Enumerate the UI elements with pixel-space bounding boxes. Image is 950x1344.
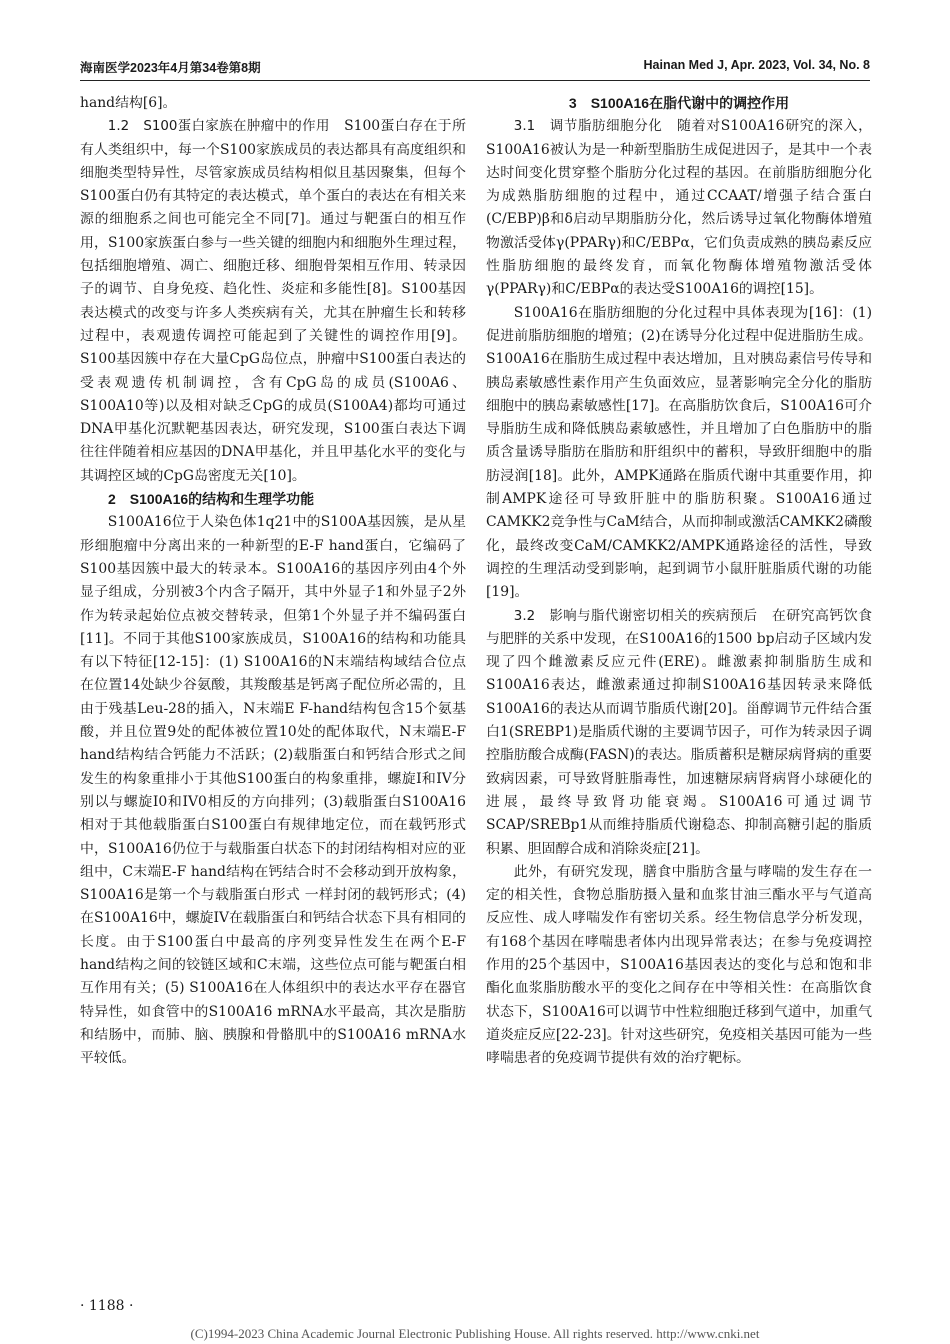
section-3-1-body: 随着对S100A16研究的深入，S100A16被认为是一种新型脂肪生成促进因子，是其中一个表达时间变化贯穿整个脂肪分化过程的基因。在前脂肪细胞分化为成熟脂肪细胞的过程中，通过CCAAT/增强子结合蛋白(C/EBP)β和δ启动早期脂肪分化，然后诱导过氧化物酶体增殖物激活受体γ(PPARγ)和C/EBPα，它们负责成熟的胰岛素反应性脂肪细胞的最终发育，而氧化物酶体增殖物激活受体γ(PPARγ)和C/EBPα的表达受S100A16的调控[15]。 xyxy=(486,118,872,298)
paragraph-continuation: hand结构[6]。 xyxy=(80,95,177,111)
header-rule xyxy=(80,80,870,81)
section-3-2-body: 在研究高钙饮食与肥胖的关系中发现，在S100A16的1500 bp启动子区域内发现了四个雌激素反应元件(ERE)。雌激素抑制脂肪生成和S100A16表达，雌激素通过抑制S100A16基因转录来降低S100A16的表达从而调节脂质代谢[20]。甾醇调节元件结合蛋白1(SREBP1)是脂质代谢的主要调节因子，可作为转录因子调控脂肪酸合成酶(FASN)的表达。脂质蓄积是糖尿病肾病的重要致病因素，可导致肾脏脂毒性，加速糖尿病肾病肾小球硬化的进展，最终导致肾功能衰竭。S100A16可通过调节SCAP/SREBp1从而维持脂质代谢稳态、抑制高糖引起的脂质积累、胆固醇合成和消除炎症[21]。 xyxy=(486,607,872,857)
section-3-2 xyxy=(486,605,872,861)
section-1-2 xyxy=(80,115,466,488)
journal-issue-en: Hainan Med J, Apr. 2023, Vol. 34, No. 8 xyxy=(643,58,870,72)
copyright-footer: (C)1994-2023 China Academic Journal Electronic Publishing House. All rights reserved. http://www.cnki.net xyxy=(190,1326,760,1341)
journal-issue-cn: 海南医学2023年4月第34卷第8期 xyxy=(80,61,261,75)
paragraph-adipocyte: S100A16在脂肪细胞的分化过程中具体表现为[16]：(1)促进前脂肪细胞的增殖；(2)在诱导分化过程中促进脂肪生成。S100A16在脂肪生成过程中表达增加，且对胰岛素信号传导和胰岛素敏感性素作用产生负面效应，显著影响完全分化的脂肪细胞中的胰岛素敏感性[17]。在高脂肪饮食后，S100A16可介导脂肪生成和降低胰岛素敏感性，并且增加了白色脂肪中的脂质含量诱导脂肪在脂肪和肝组织中的蓄积，导致肝细胞中的脂肪浸润[18]。此外，AMPK通路在脂质代谢中其重要作用，抑制AMPK途径可导致肝脏中的脂肪积聚。S100A16通过CAMKK2竞争性与CaM结合，从而抑制或激活CAMKK2磷酸化，最终改变CaM/CAMKK2/AMPK通路途径的活性，导致调控的生理活动受到影响，起到调节小鼠肝脏脂质代谢的功能[19]。 xyxy=(486,304,872,601)
page-number: · 1188 · xyxy=(80,1298,134,1314)
section-3-1 xyxy=(486,115,872,301)
section-1-2-body: S100蛋白存在于所有人类组织中，每一个S100家族成员的表达都具有高度组织和细胞类型特异性，尽管家族成员结构相似且基因聚集，但每个S100蛋白仍有其特定的表达模式，单个蛋白的表达在有相关来源的细胞系之间也可能完全不同[7]。通过与靶蛋白的相互作用，S100家族蛋白参与一些关键的细胞内和细胞外生理过程，包括细胞增殖、凋亡、细胞迁移、细胞骨架相互作用、转录因子的调节、自身免疫、趋化性、炎症和多能性[8]。S100基因表达模式的改变与许多人类疾病有关，尤其在肿瘤生长和转移过程中，表观遗传调控可能起到了关键性的调控作用[9]。S100基因簇中存在大量CpG岛位点，肿瘤中S100蛋白表达的受表观遗传机制调控，含有CpG岛的成员(S100A6、S100A10等)以及相对缺乏CpG的成员(S100A4)都均可通过DNA甲基化沉默靶基因表达，研究发现，S100蛋白表达下调往往伴随着相应基因的DNA甲基化，并且甲基化水平的变化与其调控区域的CpG岛密度无关[10]。 xyxy=(80,118,467,484)
section-3-heading: 3 S100A16在脂代谢中的调控作用 xyxy=(568,95,790,111)
paragraph-asthma: 此外，有研究发现，膳食中脂肪含量与哮喘的发生存在一定的相关性，食物总脂肪摄入量和血浆甘油三酯水平与气道高反应性、成人哮喘发作有密切关系。经生物信息学分析发现，有168个基因在哮喘患者体内出现异常表达；在参与免疫调控作用的25个基因中，S100A16基因表达的变化与总和饱和非酯化血浆脂肪酸水平的变化之间存在中等相关性：在高脂饮食状态下，S100A16可以调节中性粒细胞迁移到气道中，加重气道炎症反应[22-23]。针对这些研究，免疫相关基因可能为一些哮喘患者的免疫调节提供有效的治疗靶标。 xyxy=(486,863,872,1067)
section-2-heading: 2 S100A16的结构和生理学功能 xyxy=(108,491,315,508)
right-column xyxy=(486,92,872,1070)
left-column xyxy=(80,92,466,1070)
section-2-body: S100A16位于人染色体1q21中的S100A基因簇，是从星形细胞瘤中分离出来的一种新型的E-F hand蛋白，它编码了S100基因簇中最大的转录本。S100A16的基因序列由4个外显子组成，分别被3个内含子隔开，其中外显子1和外显子2外作为转录起始位点被交替转录，但第1个外显子并不编码蛋白[11]。不同于其他S100家族成员，S100A16的结构和功能具有以下特征[12-15]：(1) S100A16的N末端结构域结合位点在位置14处缺少谷氨酸，其羧酸基是钙离子配位所必需的，且由于残基Leu-28的插入，N末端E F-hand结构包含15个氨基酸，并且位置9处的配体被位置10处的配体取代，N末端E-F hand结构结合钙能力不活跃；(2)载脂蛋白和钙结合形式之间发生的构象重排小于其他S100蛋白的构象重排，螺旋I和IV分别以与螺旋I0和IV0相反的方向排列；(3)载脂蛋白S100A16相对于其他载脂蛋白S100蛋白有规律地定位，而在载钙形式中，S100A16仍位于与载脂蛋白状态下的封闭结构相对应的亚组中，C末端E-F hand结构在钙结合时不会移动到开放构象，S100A16是第一个与载脂蛋白形式 一样封闭的载钙形式；(4)在S100A16中，螺旋IV在载脂蛋白和钙结合状态下具有相同的长度。由于S100蛋白中最高的序列变异性发生在两个E-F hand结构之间的铰链区域和C末端，这些位点可能与靶蛋白相互作用有关；(5) S100A16在人体组织中的表达水平存在器官特异性，如食管中的S100A16 mRNA水平最高，其次是脂肪和结肠中，而肺、脑、胰腺和骨骼肌中的S100A16 mRNA水平较低。 xyxy=(80,514,466,1067)
section-3-1-title: 3.1 调节脂肪细胞分化 xyxy=(513,119,663,135)
running-header xyxy=(80,58,870,80)
section-1-2-title: 1.2 S100蛋白家族在肿瘤中的作用 xyxy=(107,119,330,135)
section-3-2-title: 3.2 影响与脂代谢密切相关的疾病预后 xyxy=(513,608,758,624)
